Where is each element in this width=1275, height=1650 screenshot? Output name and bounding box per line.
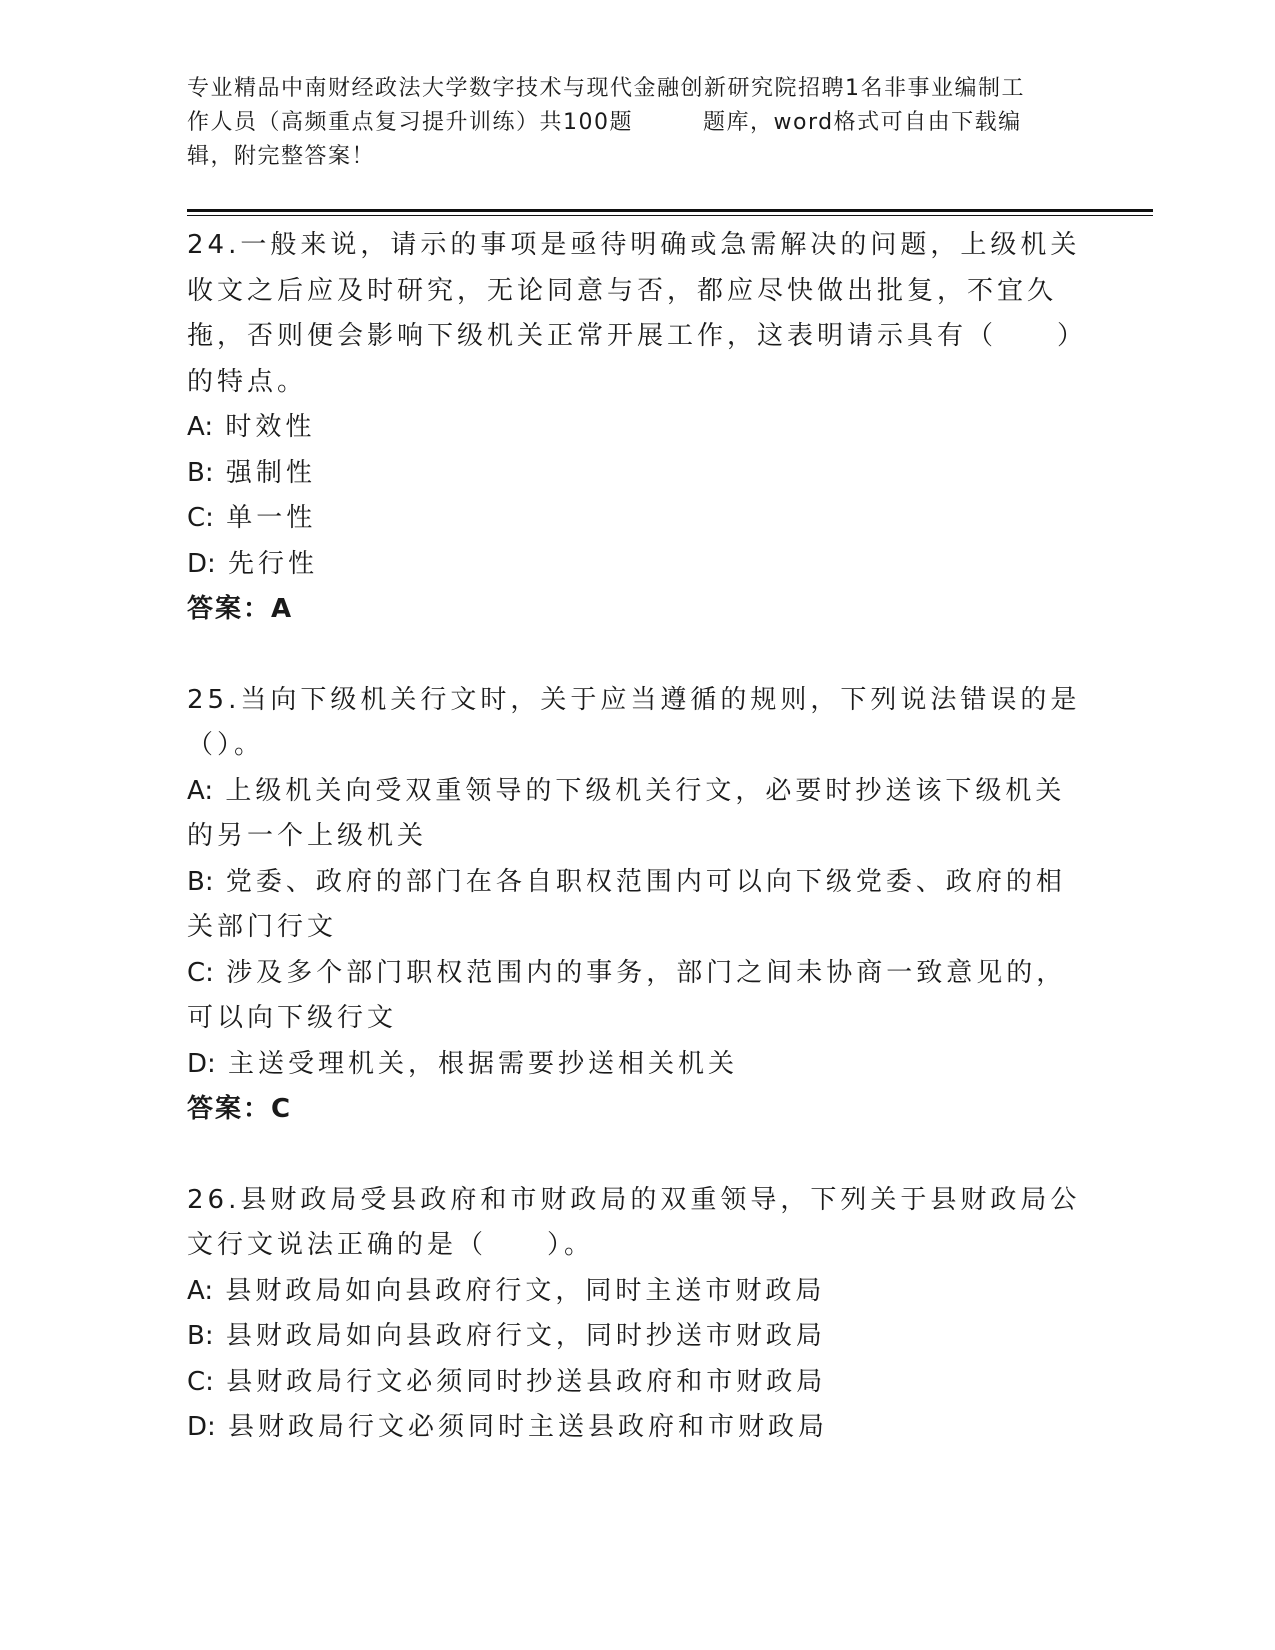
option-d: D: 主送受理机关，根据需要抄送相关机关 [187,1048,739,1079]
header-divider-thin [187,215,1153,216]
answer-label: 答案：C [187,1094,293,1124]
option-c: C: 单一性 [187,503,317,533]
option-a: A: 上级机关向受双重领导的下级机关行文，必要时抄送该下级机关的另一个上级机关 [187,775,1066,851]
option-a: A: 时效性 [187,412,316,442]
option-b: B: 党委、政府的部门在各自职权范围内可以向下级党委、政府的相关部门行文 [187,866,1066,942]
question-26 [187,1178,1087,1451]
option-a: A: 县财政局如向县政府行文，同时主送市财政局 [187,1275,826,1306]
question-25 [187,678,1087,1133]
header-line-1: 专业精品中南财经政法大学数字技术与现代金融创新研究院招聘1名非事业编制工 [187,76,1025,101]
option-d: D: 县财政局行文必须同时主送县政府和市财政局 [187,1412,829,1442]
question-24 [187,223,1087,633]
header-line-2a: 作人员（高频重点复习提升训练）共100题 [187,110,633,135]
question-list [187,223,1087,1496]
question-stem: 24.一般来说，请示的事项是亟待明确或急需解决的问题，上级机关收文之后应及时研究，无论同意与否，都应尽快做出批复，不宜久拖，否则便会影响下级机关正常开展工作，这表明请示具有（ ）的特点。 [187,230,1088,397]
option-c: C: 县财政局行文必须同时抄送县政府和市财政局 [187,1366,827,1397]
answer-label: 答案：A [187,594,294,624]
document-header [187,72,1087,174]
question-stem: 26.县财政局受县政府和市财政局的双重领导，下列关于县财政局公文行文说法正确的是（ ）。 [187,1184,1081,1260]
question-stem: 25.当向下级机关行文时，关于应当遵循的规则，下列说法错误的是（）。 [187,684,1081,760]
option-c: C: 涉及多个部门职权范围内的事务，部门之间未协商一致意见的，可以向下级行文 [187,957,1067,1033]
header-line-2b: 题库，word格式可自由下载编 [703,110,1022,135]
option-b: B: 强制性 [187,457,316,488]
option-d: D: 先行性 [187,548,319,579]
header-divider-thick [187,209,1153,212]
option-b: B: 县财政局如向县政府行文，同时抄送市财政局 [187,1321,826,1351]
header-line-3: 辑，附完整答案！ [187,144,376,169]
